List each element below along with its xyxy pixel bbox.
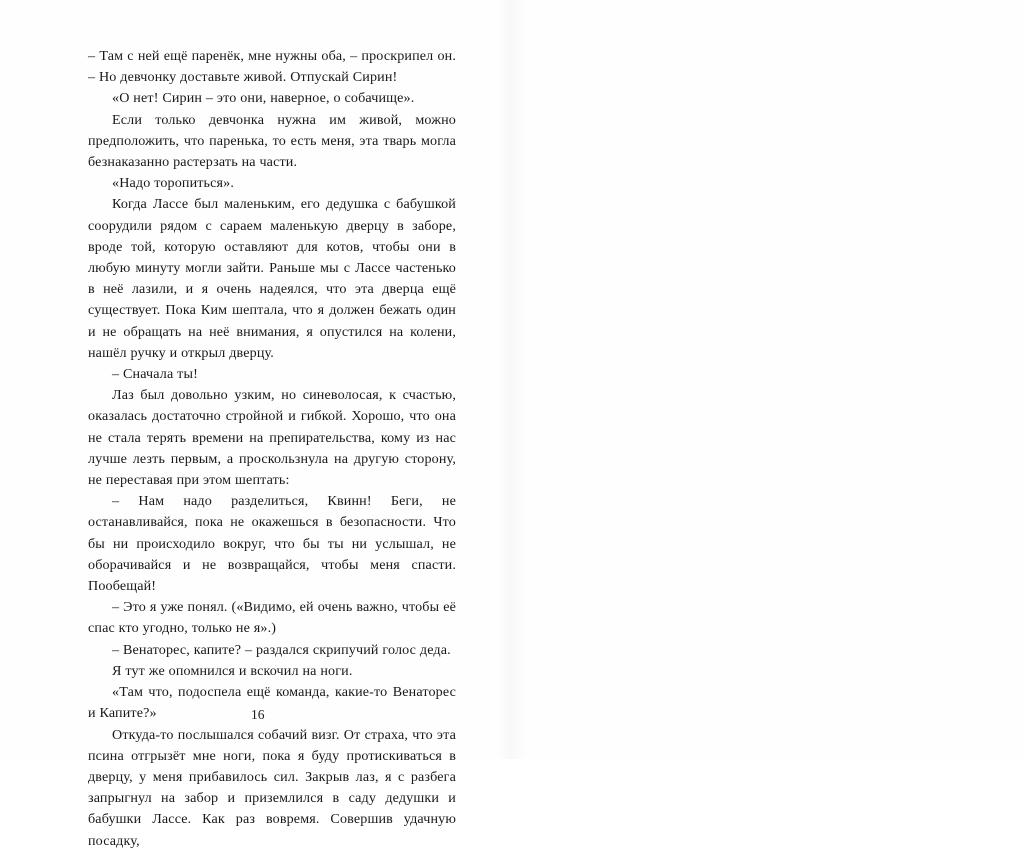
paragraph: – Это я уже понял. («Видимо, ей очень важно, чтобы её спас кто угодно, только не я».): [88, 599, 456, 637]
paragraph: – Венаторес, капите? – раздался скрипучий голос деда.: [112, 641, 451, 658]
paragraph: – Сначала ты!: [112, 366, 198, 383]
page-left: [0, 0, 512, 849]
paragraph: «Там что, подоспела ещё команда, какие-то Венаторес и Капите?»: [88, 684, 456, 722]
paragraph: «Надо торопиться».: [112, 175, 234, 192]
page-number-left: 16: [251, 707, 265, 722]
paragraph: – Нам надо разделиться, Квинн! Беги, не останавливайся, пока не окажешься в безопасности. Что бы ни происходило вокруг, что бы ты ни услышал, не оборачивайся и не возвращайся, чтобы меня спасти. Пообещай!: [88, 493, 456, 595]
page-right: [512, 0, 1024, 759]
paragraph: – Там с ней ещё паренёк, мне нужны оба, – проскрипел он. – Но девчонку доставьте живой. Отпускай Сирин!: [88, 48, 456, 86]
paragraph: Я тут же опомнился и вскочил на ноги.: [112, 662, 353, 679]
paragraph: «О нет! Сирин – это они, наверное, о собачище».: [112, 90, 415, 107]
paragraph: Когда Лассе был маленьким, его дедушка с бабушкой соорудили рядом с сараем маленькую дверцу в заборе, вроде той, которую оставляют для котов, чтобы они в любую минуту могли зайти. Раньше мы с Лассе частенько в неё лазили, и я очень надеялся, что эта дверца ещё существует. Пока Ким шептала, что я должен бежать один и не обращать на неё внимания, я опустился на колени, нашёл ручку и открыл дверцу.: [88, 196, 456, 361]
paragraph: Откуда-то послышался собачий визг. От страха, что эта псина отгрызёт мне ноги, пока я буду протискиваться в дверцу, у меня прибавилось сил. Закрыв лаз, я с разбега запрыгнул на забор и приземлился в саду дедушки и бабушки Лассе. Как раз вовремя. Совершив удачную посадку,: [88, 726, 456, 849]
paragraph: Если только девчонка нужна им живой, можно предположить, что паренька, то есть меня, эта тварь могла безнаказанно растерзать на части.: [88, 111, 456, 171]
paragraph: Лаз был довольно узким, но синеволосая, к счастью, оказалась достаточно стройной и гибкой. Хорошо, что она не стала терять времени на препирательства, кому из нас лучше лезть первым, а проскользнула на другую сторону, не переставая при этом шептать:: [88, 387, 456, 489]
text-block-left: [88, 46, 456, 852]
